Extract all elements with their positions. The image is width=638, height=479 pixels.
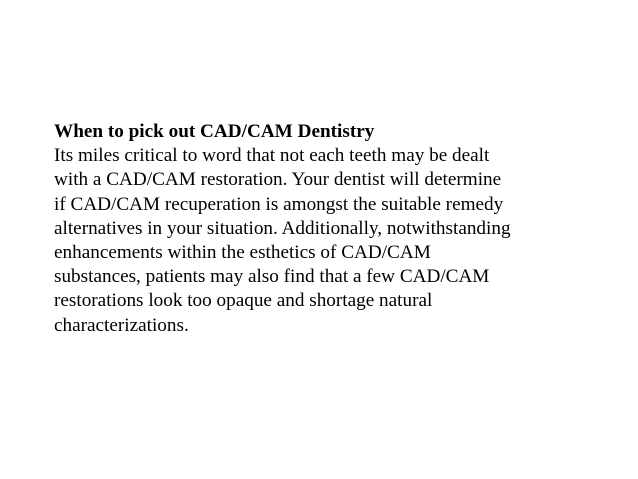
body-line-2: with a CAD/CAM restoration. Your dentist will determine [54,169,502,191]
slide-text-block [54,120,614,338]
body-line-7: restorations look too opaque and shortage natural [54,290,433,312]
body-line-1: Its miles critical to word that not each teeth may be dealt [54,145,490,167]
body-line-4: alternatives in your situation. Additionally, notwithstanding [54,217,511,239]
body-line-5: enhancements within the esthetics of CAD/CAM [54,242,431,264]
body-line-3: if CAD/CAM recuperation is amongst the suitable remedy [54,193,504,215]
slide-heading: When to pick out CAD/CAM Dentistry [54,121,375,142]
body-line-6: substances, patients may also find that a few CAD/CAM [54,266,490,288]
body-line-8: characterizations. [54,314,189,336]
